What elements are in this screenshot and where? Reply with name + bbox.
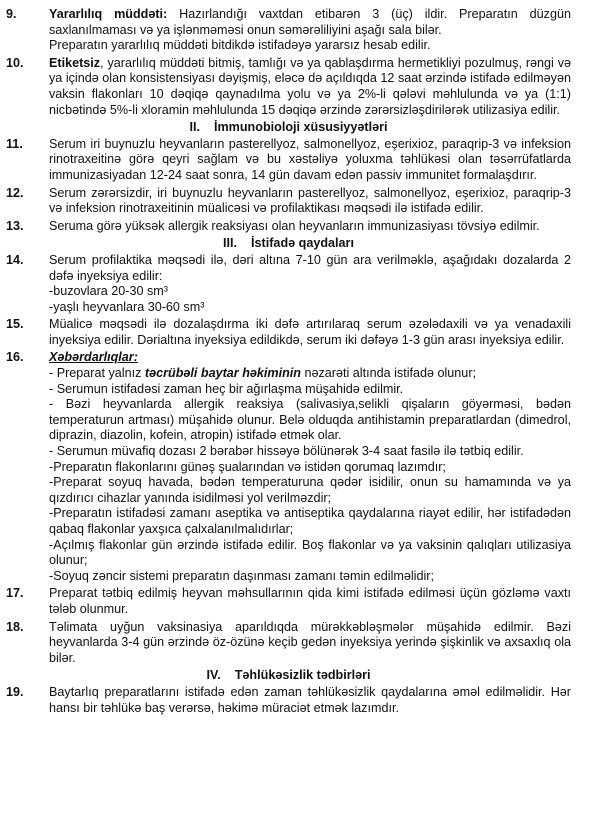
item-text-2: Preparatın yararlılıq müddəti bitdikdə istifadəyə yararsız hesab edilir. <box>49 38 431 53</box>
item-text: Serum zərərsizdir, iri buynuzlu heyvanların pasterellyoz, salmonellyoz, eşerixioz, paraqrip-3 və infeksion rinotraxeitinin müalicəsi və profilaktikası məqsədi ilə istifadə edilir. <box>49 185 571 216</box>
warning-bullet-4: - Serumun müvafiq dozası 2 bərabər hissəyə bölünərək 3-4 saat fasilə ilə tətbiq edilir. <box>49 444 524 459</box>
section-title: İmmunobioloji xüsusiyyətləri <box>213 120 388 135</box>
item-number: 16. <box>6 350 24 365</box>
dose-adults: -yaşlı heyvanlara 30-60 sm³ <box>49 299 205 314</box>
section-number: II. <box>189 120 200 135</box>
section-heading-3 <box>6 236 571 252</box>
item-text: Müalicə məqsədi ilə dozalaşdırma iki dəfə artırılaraq serum əzələdaxili və ya venadaxili inyeksiya edilir. Dərialtına inyeksiya edildikdə, serum iki dəfəyə 1-3 gün arası inyeksiya edilir. <box>49 317 571 347</box>
bullet-text: nəzarəti altında istifadə olunur; <box>300 366 477 381</box>
warning-bullet-5: -Preparatın flakonlarını günəş şualarından və istidən qorumaq lazımdır; <box>49 459 446 474</box>
item-number: 18. <box>6 619 24 634</box>
item-10 <box>6 56 571 118</box>
item-number: 9. <box>6 7 17 21</box>
item-title: Etiketsiz <box>49 55 101 70</box>
item-body <box>49 7 571 54</box>
section-number: IV. <box>206 668 221 683</box>
item-text: Hazırlandığı vaxtdan etibarən 3 (üç) ildir. Preparatın düzgün saxlanılmaması və ya işlənməməsi onun səmərəliliyini aşağı sala bilər. <box>49 7 571 37</box>
section-title: Təhlükəsizlik tədbirləri <box>234 668 371 683</box>
warning-bullet-6: -Preparat soyuq havada, bədən temperaturuna qədər isidilir, onun su hamamında və ya qızdırıcı cihazlar yanında isidilməsi yol verilməzdir; <box>49 475 571 505</box>
item-body <box>49 56 571 118</box>
item-number: 19. <box>6 684 24 699</box>
warning-bullet-8: -Açılmış flakonlar gün ərzində istifadə edilir. Boş flakonlar və ya vaksinin qalıqları utilizasiya olunur; <box>49 537 571 568</box>
section-title: İstifadə qaydaları <box>251 236 354 251</box>
item-18 <box>6 620 571 667</box>
warning-bullet-9: -Soyuq zəncir sistemi preparatın daşınması zamanı təmin edilməlidir; <box>49 568 434 583</box>
item-number: 14. <box>6 252 24 267</box>
item-body <box>49 350 571 584</box>
warnings-title: Xəbərdarlıqlar: <box>49 350 138 365</box>
item-text: Serum iri buynuzlu heyvanların pasterellyoz, salmonellyoz, eşerixioz, paraqrip-3 və infeksion rinotraxeitinə görə qeyri sağlam və bu xəstəliyə yoluxma təhlükəsi olan təsərrüfatlarda immunizasiyadan 12-24 saat sonra, 14 gün davam edən passiv immunitet formalaşdırır. <box>49 136 571 182</box>
item-9 <box>6 7 571 54</box>
item-text: Seruma görə yüksək allergik reaksiyası olan heyvanların immunizasiyası tövsiyə edilmir. <box>49 218 540 233</box>
item-title: Yararlılıq müddəti: <box>49 7 168 21</box>
item-17 <box>6 586 571 617</box>
item-number: 13. <box>6 218 24 233</box>
item-number: 15. <box>6 317 24 332</box>
item-19 <box>6 685 571 716</box>
warning-bullet-3: - Bəzi heyvanlarda allergik reaksiya (salivasiya,selikli qişaların göyərməsi, bədən temperaturun artması) müşahidə olunur. Belə olduqda antihistamin preparatlardan (dimedrol, diprazin, diazolin, kofein, atropin) istifadə etmək olar. <box>49 397 571 443</box>
section-heading-4 <box>6 668 571 684</box>
item-text: Serum profilaktika məqsədi ilə, dəri altına 7-10 gün ara verilməklə, aşağıdakı dozalarda 2 dəfə inyeksiya edilir: <box>49 252 571 283</box>
item-11 <box>6 137 571 184</box>
section-number: III. <box>223 236 238 251</box>
item-number: 12. <box>6 185 24 200</box>
bullet-emphasis: təcrübəli baytar həkiminin <box>144 366 301 381</box>
warning-bullet-7: -Preparatın istifadəsi zamanı aseptika və antiseptika qaydalarına riayət edilir, hər istifadədən qabaq flakonlar yaxşıca çalxalanılmalıdırlar; <box>49 506 571 536</box>
section-heading-2 <box>6 120 571 136</box>
item-text: Təlimata uyğun vaksinasiya aparıldıqda mürəkkəbləşmələr müşahidə edilmir. Bəzi heyvanlarda 3-4 gün ərzində öz-özünə keçib gedən inyeksiya yerində şişkinlik və axsaxlıq ola bilər. <box>49 619 571 665</box>
item-text: , yararlılıq müddəti bitmiş, tamlığı və ya qablaşdırma hermetikliyi pozulmuş, rəngi və ya içində olan konsistensiyası dəyişmiş, eləcə də açıldıqda 12 saat ərzində istifadə edilməyən vaksin flakonları 10 dəqiqə qaynadılma yolu və ya 2%-li qələvi məhlulunda və ya (1:1) nicbətində 5%-li xloramin məhlulunda 15 dəqiqə ərzində zərərsizləşdirilərək utilizasiya edilir. <box>49 55 571 117</box>
item-13 <box>6 219 571 235</box>
item-number: 17. <box>6 586 24 601</box>
dose-calves: -buzovlara 20-30 sm³ <box>49 284 168 299</box>
item-number: 10. <box>6 55 24 70</box>
item-15 <box>6 317 571 348</box>
item-text: Baytarlıq preparatlarını istifadə edən zaman təhlükəsizlik qaydalarına əməl edilməlidir. Hər hansı bir təhlükə baş verərsə, həkimə müraciət etmək lazımdır. <box>49 684 571 715</box>
item-body <box>49 253 571 315</box>
bullet-text: - Preparat yalnız <box>49 366 145 381</box>
item-12 <box>6 186 571 217</box>
item-number: 11. <box>6 136 23 151</box>
item-text: Preparat tətbiq edilmiş heyvan məhsullarının qida kimi istifadə edilməsi üçün gözləmə vaxtı tələb olunmur. <box>49 586 571 616</box>
warning-bullet-1 <box>49 366 571 382</box>
item-16 <box>6 350 571 584</box>
warning-bullet-2: - Serumun istifadəsi zaman heç bir ağırlaşma müşahidə edilmir. <box>49 381 404 396</box>
item-14 <box>6 253 571 315</box>
